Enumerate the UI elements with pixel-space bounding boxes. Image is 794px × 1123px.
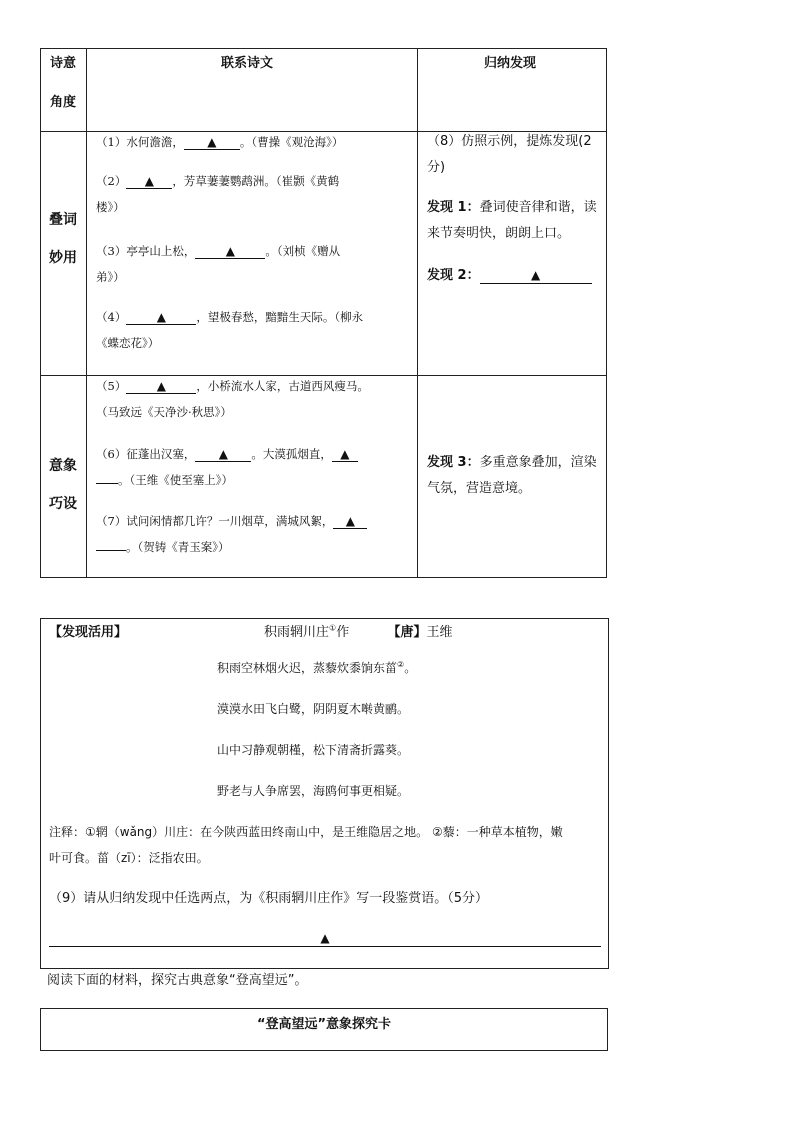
- poem-item-5: （5） ▲ ，小桥流水人家，古道西风瘦马。 （马致远《天净沙·秋思》）: [96, 379, 369, 419]
- category-imagery-line1: 意象: [49, 458, 77, 474]
- answer-blank[interactable]: [126, 379, 196, 394]
- card-title: “登高望远”意象探究卡: [256, 1017, 392, 1032]
- title-footnote-mark: ①: [329, 623, 337, 633]
- poem-title: 积雨辋川庄: [264, 625, 330, 640]
- answer-blank-continued[interactable]: [96, 550, 126, 551]
- triangle-icon: ▲: [207, 135, 217, 149]
- header-angle-line1: 诗意: [50, 56, 77, 71]
- answer-line-9[interactable]: [49, 929, 601, 947]
- triangle-icon: ▲: [156, 379, 166, 393]
- poem-item-4: （4） ▲ ，望极春愁，黯黯生天际。（柳永 《蝶恋花》）: [96, 310, 364, 350]
- triangle-icon: ▲: [225, 244, 235, 258]
- verse-line-4: 野老与人争席罢，海鸥何事更相疑。: [217, 784, 410, 798]
- answer-blank[interactable]: [195, 447, 251, 462]
- poem-heading: 积雨辋川庄①作 【唐】王维: [264, 623, 453, 640]
- verse-line-1: 积雨空林烟火迟，蒸藜炊黍饷东菑②。: [217, 660, 417, 675]
- category-reduplication-line1: 叠词: [49, 212, 77, 228]
- header-poem-text: 联系诗文: [221, 56, 274, 71]
- triangle-icon: ▲: [144, 174, 154, 188]
- answer-blank[interactable]: [333, 514, 367, 529]
- answer-blank[interactable]: [332, 447, 358, 462]
- answer-blank[interactable]: [195, 244, 265, 259]
- answer-blank[interactable]: [480, 268, 592, 284]
- triangle-icon: ▲: [156, 310, 166, 324]
- finding-2: 发现 2： ▲: [427, 263, 592, 289]
- application-box: [40, 618, 609, 969]
- poem-item-1: （1）水何澹澹， ▲ 。（曹操《观沧海》）: [96, 135, 344, 149]
- poetry-analysis-table: [40, 48, 607, 578]
- triangle-icon: ▲: [340, 447, 350, 461]
- header-findings: 归纳发现: [484, 56, 537, 71]
- answer-blank-continued[interactable]: [96, 483, 118, 484]
- answer-blank[interactable]: [126, 310, 196, 325]
- poem-item-7: （7）试问闲情都几许？一川烟草，满城风絮， ▲ 。（贺铸《青玉案》）: [96, 508, 411, 560]
- header-angle-line2: 角度: [50, 95, 77, 110]
- answer-blank[interactable]: [126, 174, 172, 189]
- verse-line-2: 漠漠水田飞白鹭，阴阴夏木啭黄鹂。: [217, 702, 410, 716]
- category-imagery-line2: 巧设: [49, 496, 77, 512]
- annotation: 注释：①辋（wǎng）川庄：在今陕西蓝田终南山中，是王维隐居之地。 ②藜：一种草本植物，嫩 叶可食。菑（zī）：泛指农田。: [49, 825, 563, 865]
- exploration-card: [40, 1008, 608, 1051]
- question-9: （9）请从归纳发现中任选两点，为《积雨辋川庄作》写一段鉴赏语。（5分）: [49, 891, 489, 906]
- author: 王维: [426, 625, 453, 640]
- question-8: （8）仿照示例，提炼发现(2 分): [427, 134, 592, 175]
- finding-3: 发现 3：多重意象叠加，渲染 气氛，营造意境。: [427, 455, 597, 496]
- poem-item-6: （6）征蓬出汉塞， ▲ 。大漠孤烟直， ▲ 。（王维《使至塞上》）: [96, 441, 411, 493]
- verse-line-3: 山中习静观朝槿，松下清斋折露葵。: [217, 743, 410, 757]
- poem-item-2: （2） ▲ ，芳草萋萋鹦鹉洲。（崔颢《黄鹤 楼》）: [96, 174, 340, 214]
- table-divider: [86, 49, 87, 577]
- application-label: 【发现活用】: [49, 625, 128, 640]
- verse-footnote-mark: ②: [397, 660, 405, 669]
- triangle-icon: ▲: [320, 931, 330, 945]
- table-divider: [417, 49, 418, 577]
- dynasty: 【唐】: [387, 625, 427, 640]
- reading-instruction: 阅读下面的材料，探究古典意象“登高望远”。: [47, 973, 308, 988]
- triangle-icon: ▲: [530, 268, 541, 282]
- category-reduplication-line2: 妙用: [49, 250, 77, 266]
- finding-1: 发现 1：叠词使音律和谐，读 来节奏明快，朗朗上口。: [427, 200, 597, 241]
- triangle-icon: ▲: [345, 514, 355, 528]
- poem-item-3: （3）亭亭山上松， ▲ 。（刘桢《赠从 弟》）: [96, 244, 341, 284]
- answer-blank[interactable]: [184, 135, 240, 150]
- triangle-icon: ▲: [218, 447, 228, 461]
